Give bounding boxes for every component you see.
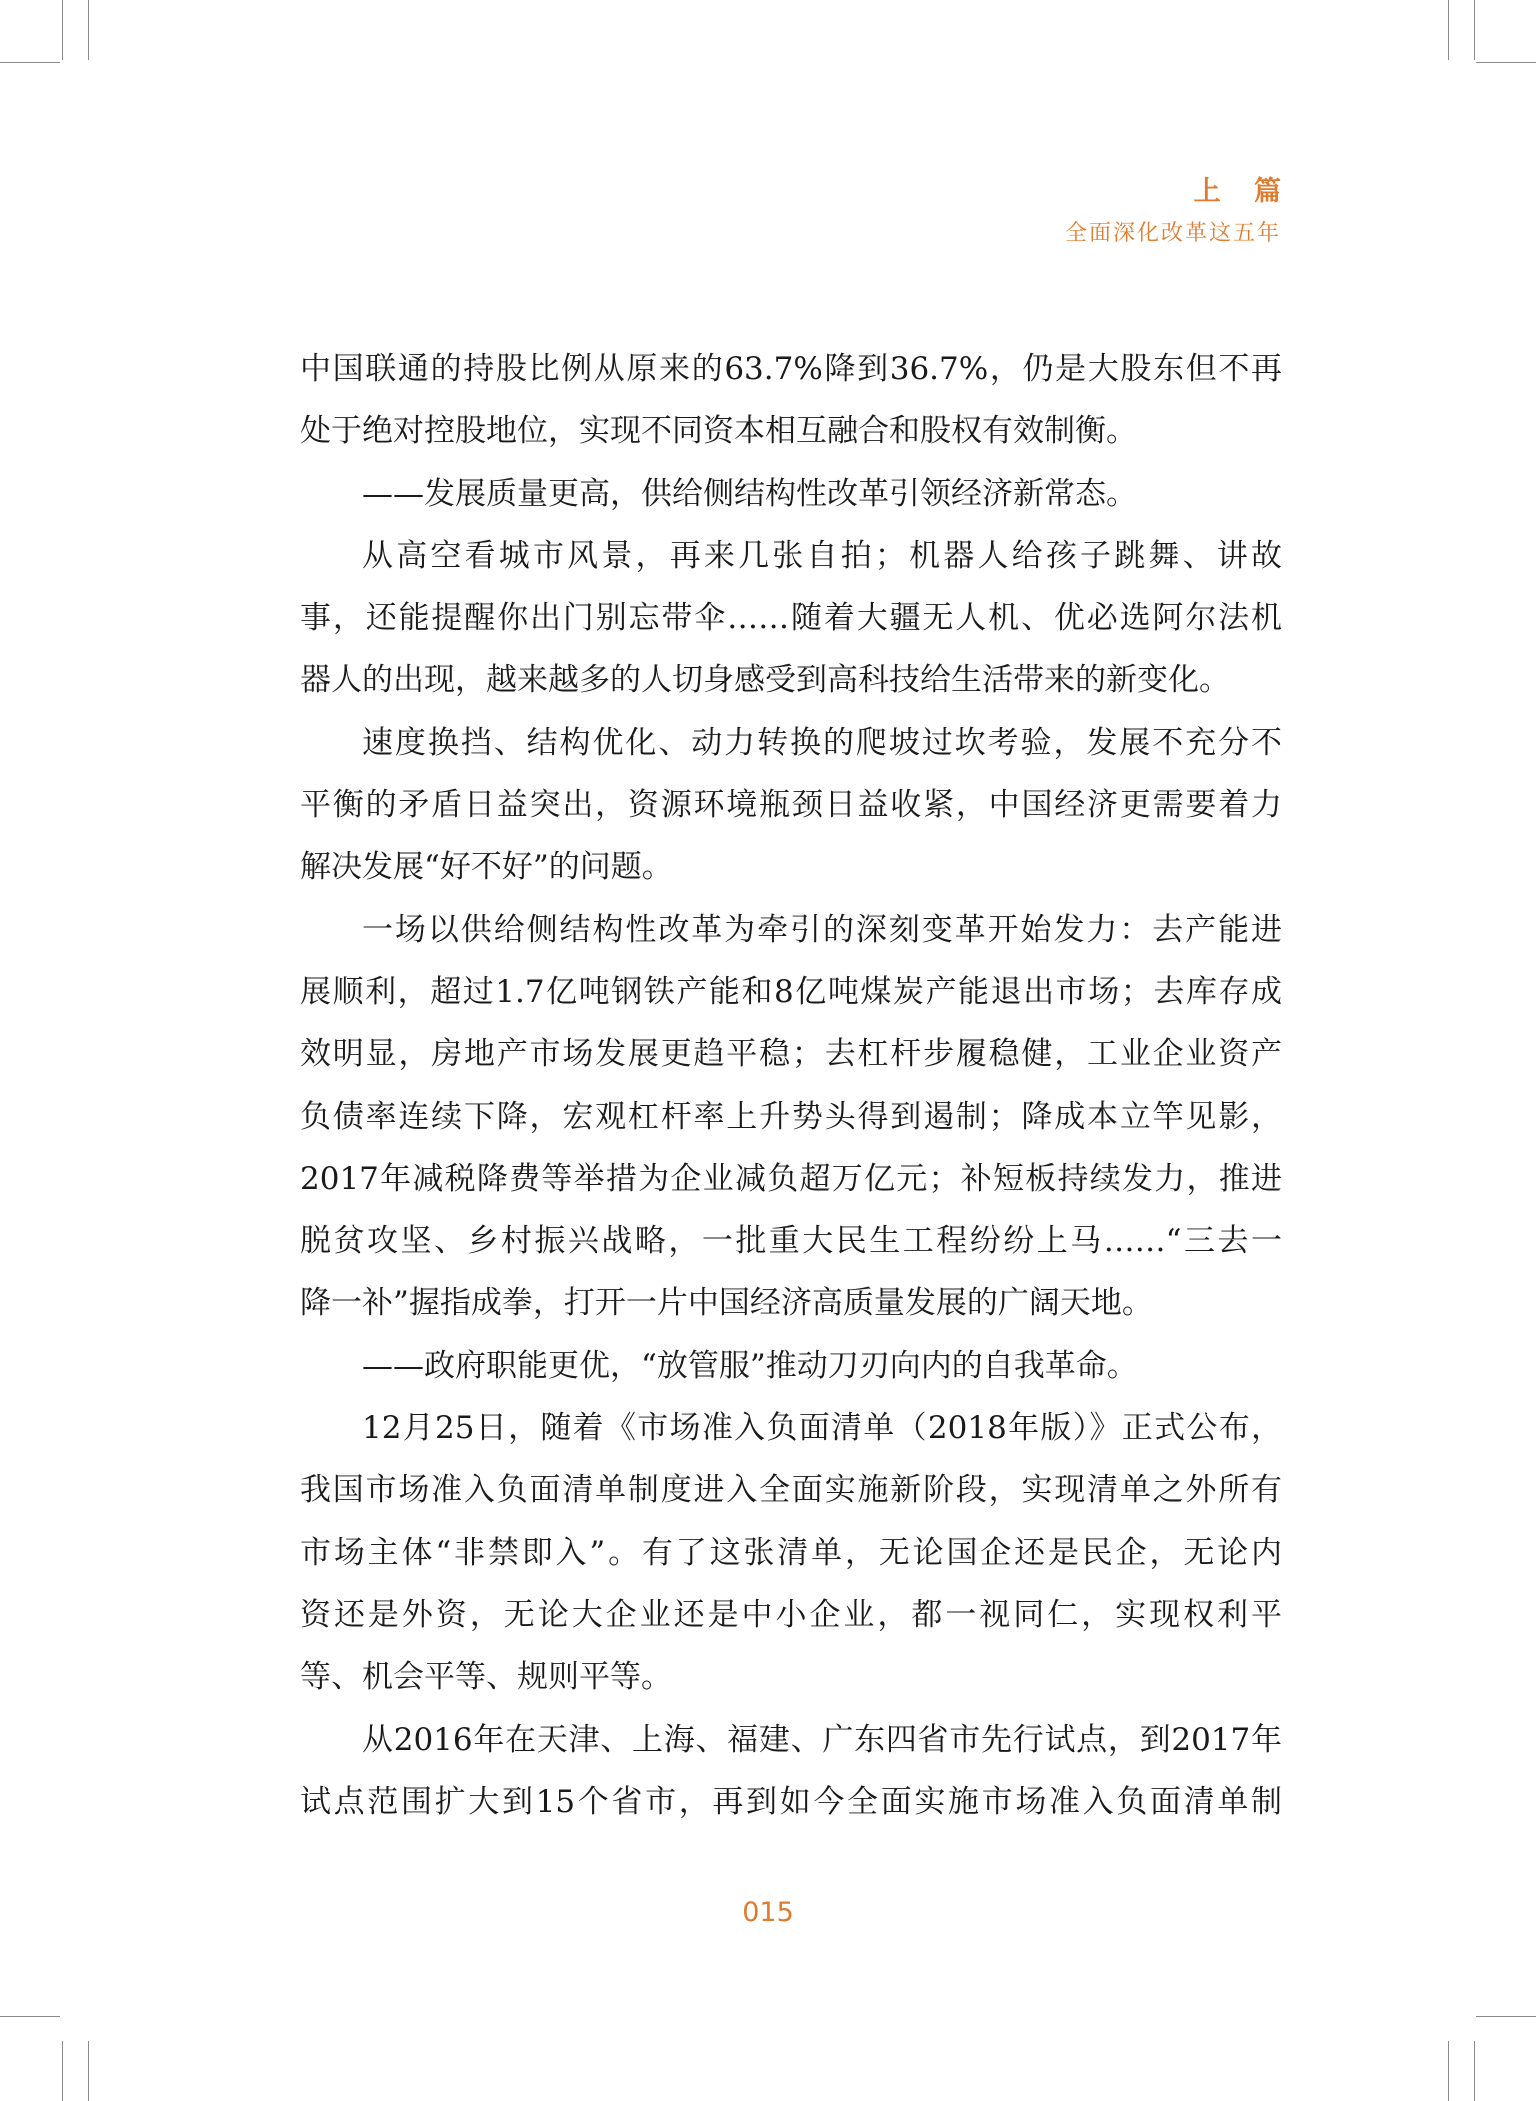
text-line: 12月25日，随着《市场准入负面清单（2018年版）》正式公布， bbox=[362, 1410, 1282, 1447]
crop-mark bbox=[1474, 2041, 1475, 2101]
text-line: 处于绝对控股地位，实现不同资本相互融合和股权有效制衡。 bbox=[300, 413, 1137, 450]
section-title: 上 篇 bbox=[1193, 176, 1293, 207]
text-line: 从高空看城市风景，再来几张自拍；机器人给孩子跳舞、讲故 bbox=[362, 537, 1282, 574]
body-text bbox=[300, 338, 1282, 1833]
crop-mark bbox=[88, 0, 89, 60]
crop-mark bbox=[62, 2041, 63, 2101]
text-line: 器人的出现，越来越多的人切身感受到高科技给生活带来的新变化。 bbox=[300, 662, 1230, 699]
text-line: 脱贫攻坚、乡村振兴战略，一批重大民生工程纷纷上马……“三去一 bbox=[300, 1223, 1282, 1260]
text-line: 速度换挡、结构优化、动力转换的爬坡过坎考验，发展不充分不 bbox=[362, 724, 1282, 761]
text-line: 展顺利，超过1.7亿吨钢铁产能和8亿吨煤炭产能退出市场；去库存成 bbox=[300, 973, 1282, 1010]
text-line: 一场以供给侧结构性改革为牵引的深刻变革开始发力：去产能进 bbox=[362, 911, 1282, 948]
text-line: ——发展质量更高，供给侧结构性改革引领经济新常态。 bbox=[362, 475, 1137, 512]
crop-mark bbox=[1448, 0, 1449, 60]
page-number: 015 bbox=[742, 1897, 794, 1928]
crop-mark bbox=[0, 62, 60, 63]
crop-mark bbox=[1476, 62, 1536, 63]
text-line: 负债率连续下降，宏观杠杆率上升势头得到遏制；降成本立竿见影， bbox=[300, 1098, 1282, 1135]
crop-mark bbox=[1474, 0, 1475, 60]
text-line: 从2016年在天津、上海、福建、广东四省市先行试点，到2017年 bbox=[362, 1721, 1282, 1758]
text-line: 事，还能提醒你出门别忘带伞……随着大疆无人机、优必选阿尔法机 bbox=[300, 600, 1282, 637]
text-line: 资还是外资，无论大企业还是中小企业，都一视同仁，实现权利平 bbox=[300, 1596, 1282, 1633]
text-line: 等、机会平等、规则平等。 bbox=[300, 1659, 672, 1696]
text-line: 降一补”握指成拳，打开一片中国经济高质量发展的广阔天地。 bbox=[300, 1285, 1153, 1322]
text-line: 解决发展“好不好”的问题。 bbox=[300, 849, 673, 886]
text-line: 试点范围扩大到15个省市，再到如今全面实施市场准入负面清单制 bbox=[300, 1783, 1282, 1820]
text-line: 效明显，房地产市场发展更趋平稳；去杠杆步履稳健，工业企业资产 bbox=[300, 1036, 1282, 1073]
section-subtitle: 全面深化改革这五年 bbox=[1064, 221, 1281, 246]
text-line: 2017年减税降费等举措为企业减负超万亿元；补短板持续发力，推进 bbox=[300, 1160, 1282, 1197]
text-line: 市场主体“非禁即入”。有了这张清单，无论国企还是民企，无论内 bbox=[300, 1534, 1282, 1571]
text-line: 平衡的矛盾日益突出，资源环境瓶颈日益收紧，中国经济更需要着力 bbox=[300, 787, 1282, 824]
crop-mark bbox=[1448, 2041, 1449, 2101]
text-line: 我国市场准入负面清单制度进入全面实施新阶段，实现清单之外所有 bbox=[300, 1472, 1282, 1509]
running-header bbox=[1064, 172, 1293, 250]
crop-mark bbox=[0, 2016, 60, 2017]
crop-mark bbox=[1476, 2016, 1536, 2017]
text-line: ——政府职能更优，“放管服”推动刀刃向内的自我革命。 bbox=[362, 1347, 1138, 1384]
crop-mark bbox=[88, 2041, 89, 2101]
text-line: 中国联通的持股比例从原来的63.7%降到36.7%，仍是大股东但不再 bbox=[300, 351, 1282, 387]
crop-mark bbox=[62, 0, 63, 60]
